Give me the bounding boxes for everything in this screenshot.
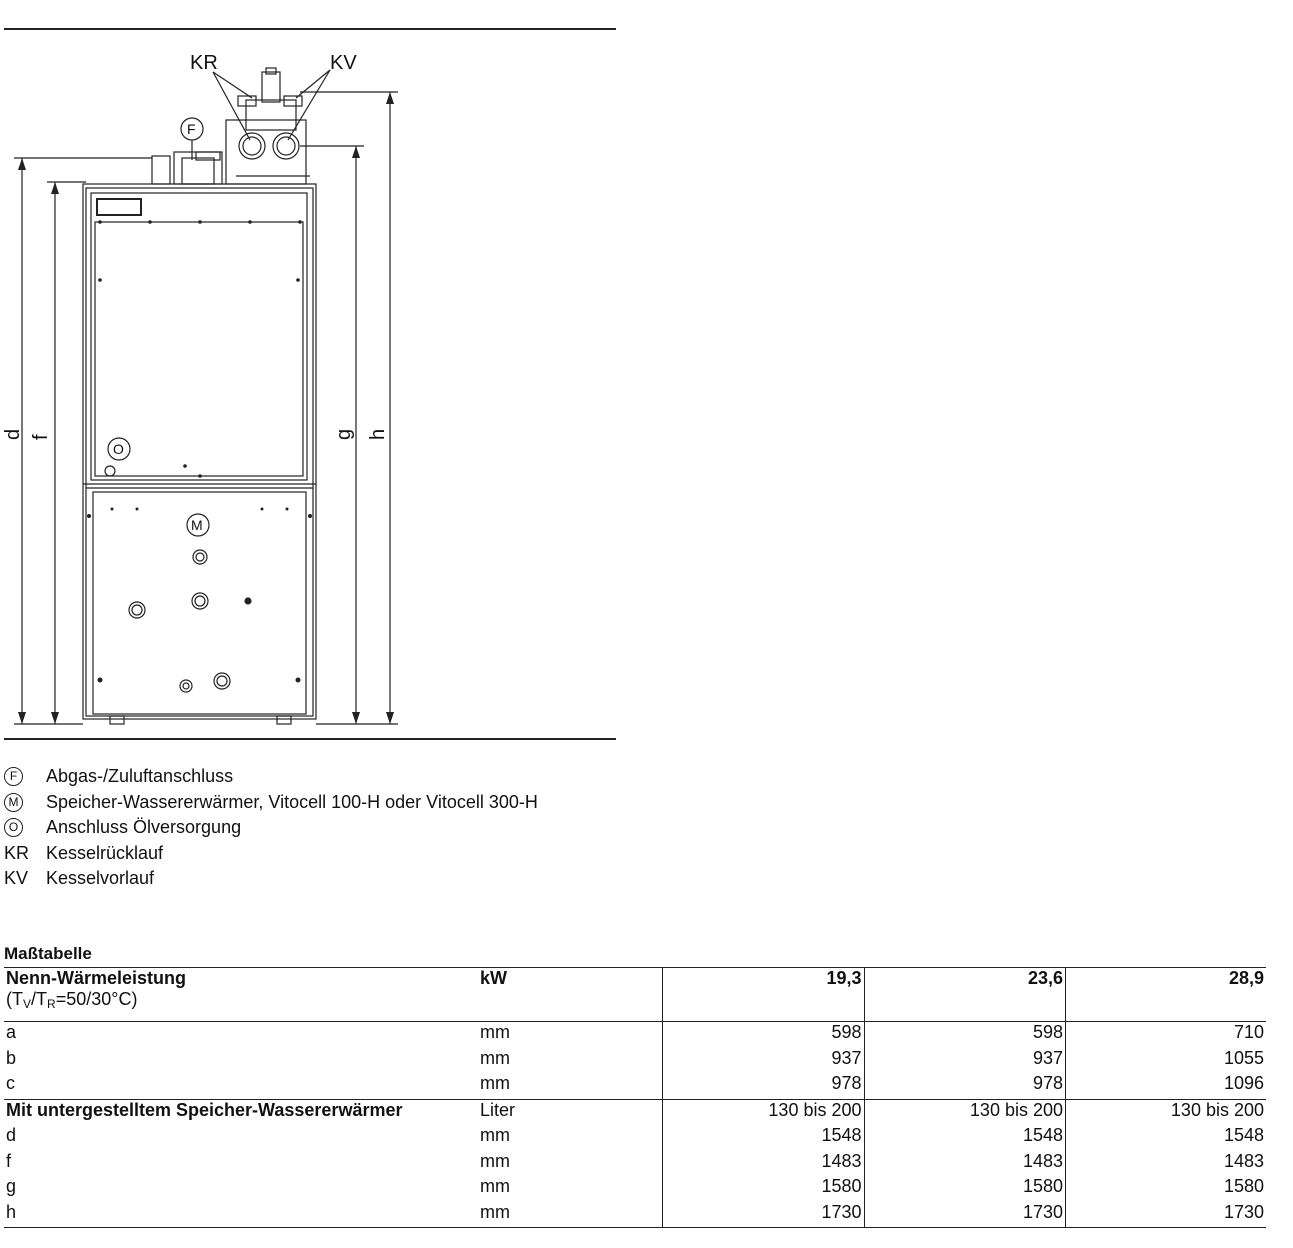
row-value: 1548 <box>1066 1125 1267 1151</box>
row-value: 937 <box>663 1048 865 1074</box>
row-unit: mm <box>480 1047 510 1068</box>
table-row <box>4 1048 1266 1074</box>
legend-item-f <box>4 764 538 790</box>
header-value: 23,6 <box>864 968 1066 1022</box>
legend-text: Kesselrücklauf <box>46 842 164 863</box>
legend-item-m <box>4 790 538 816</box>
row-label: c <box>6 1073 15 1093</box>
row-value: 978 <box>663 1073 865 1099</box>
row-label: a <box>6 1022 17 1042</box>
f-callout: F <box>187 121 196 137</box>
row-unit: Liter <box>478 1099 663 1125</box>
table-row <box>4 1073 1266 1099</box>
table-title: Maßtabelle <box>4 944 92 963</box>
legend-item-kv <box>4 866 538 892</box>
row-label: f <box>6 1150 12 1171</box>
table-row <box>4 1151 1266 1177</box>
row-value: 1580 <box>663 1176 865 1202</box>
row-unit: mm <box>478 1202 663 1228</box>
row-value: 130 bis 200 <box>864 1099 1066 1125</box>
legend-item-o <box>4 815 538 841</box>
table-row <box>4 1099 1266 1125</box>
legend-item-kr <box>4 841 538 867</box>
dim-h-label: h <box>367 428 389 440</box>
dimension-table <box>4 967 1266 1228</box>
row-value: 1483 <box>663 1151 865 1177</box>
row-value: 598 <box>663 1022 865 1048</box>
legend-key: KV <box>4 868 29 889</box>
row-value: 1580 <box>864 1176 1066 1202</box>
circled-m-icon: M <box>4 793 23 812</box>
row-value: 1730 <box>1066 1202 1267 1228</box>
row-unit: mm <box>480 1125 510 1145</box>
row-unit: mm <box>480 1022 510 1042</box>
row-unit: mm <box>480 1150 510 1171</box>
row-label: d <box>6 1125 17 1145</box>
row-label: h <box>4 1202 478 1228</box>
row-label: g <box>6 1176 17 1196</box>
header-label: Nenn-Wärmeleistung <box>6 968 187 988</box>
legend-text: Speicher-Wassererwärmer, Vitocell 100-H oder Vitocell 300-H <box>46 791 538 812</box>
header-condition: $(T_V/T_R=50/30^\circ C)$ <box>6 989 138 1011</box>
row-label: b <box>6 1047 17 1068</box>
table-row <box>4 1202 1266 1228</box>
circled-f-icon: F <box>4 767 23 786</box>
row-value: 1483 <box>864 1151 1066 1177</box>
row-label: Mit untergestelltem Speicher-Wassererwärmer <box>4 1099 478 1125</box>
circled-o-icon: O <box>4 818 23 837</box>
row-value: 1483 <box>1066 1151 1267 1177</box>
row-value: 130 bis 200 <box>1066 1099 1267 1125</box>
dim-f-label: f <box>30 434 52 440</box>
row-value: 1730 <box>663 1202 865 1228</box>
o-callout: O <box>113 441 124 457</box>
dim-g-label: g <box>333 428 355 440</box>
row-value: 598 <box>864 1022 1066 1048</box>
boiler-dimension-drawing <box>0 0 620 750</box>
row-value: 937 <box>864 1048 1066 1074</box>
header-value: 28,9 <box>1066 968 1267 1022</box>
row-unit: mm <box>480 1176 510 1196</box>
legend-text: Anschluss Ölversorgung <box>46 817 242 838</box>
row-value: 1096 <box>1066 1073 1267 1099</box>
m-callout: M <box>191 517 203 533</box>
legend-key: KR <box>4 842 30 863</box>
row-value: 978 <box>864 1073 1066 1099</box>
legend-text: Abgas-/Zuluftanschluss <box>46 766 234 786</box>
kr-label: KR <box>190 52 218 74</box>
row-value: 130 bis 200 <box>663 1099 865 1125</box>
legend <box>4 764 538 892</box>
row-value: 1548 <box>663 1125 865 1151</box>
header-unit: kW <box>478 968 663 1022</box>
header-value: 19,3 <box>663 968 865 1022</box>
row-value: 1548 <box>864 1125 1066 1151</box>
row-value: 1730 <box>864 1202 1066 1228</box>
legend-text: Kesselvorlauf <box>46 868 155 889</box>
row-value: 710 <box>1066 1022 1267 1048</box>
kv-label: KV <box>330 52 357 74</box>
table-row <box>4 1125 1266 1151</box>
table-row <box>4 1176 1266 1202</box>
dim-d-label: d <box>2 428 24 440</box>
header-label-cell <box>4 968 478 1022</box>
table-header-row <box>4 968 1266 1022</box>
row-value: 1055 <box>1066 1048 1267 1074</box>
table-row <box>4 1022 1266 1048</box>
row-unit: mm <box>480 1073 510 1093</box>
row-value: 1580 <box>1066 1176 1267 1202</box>
